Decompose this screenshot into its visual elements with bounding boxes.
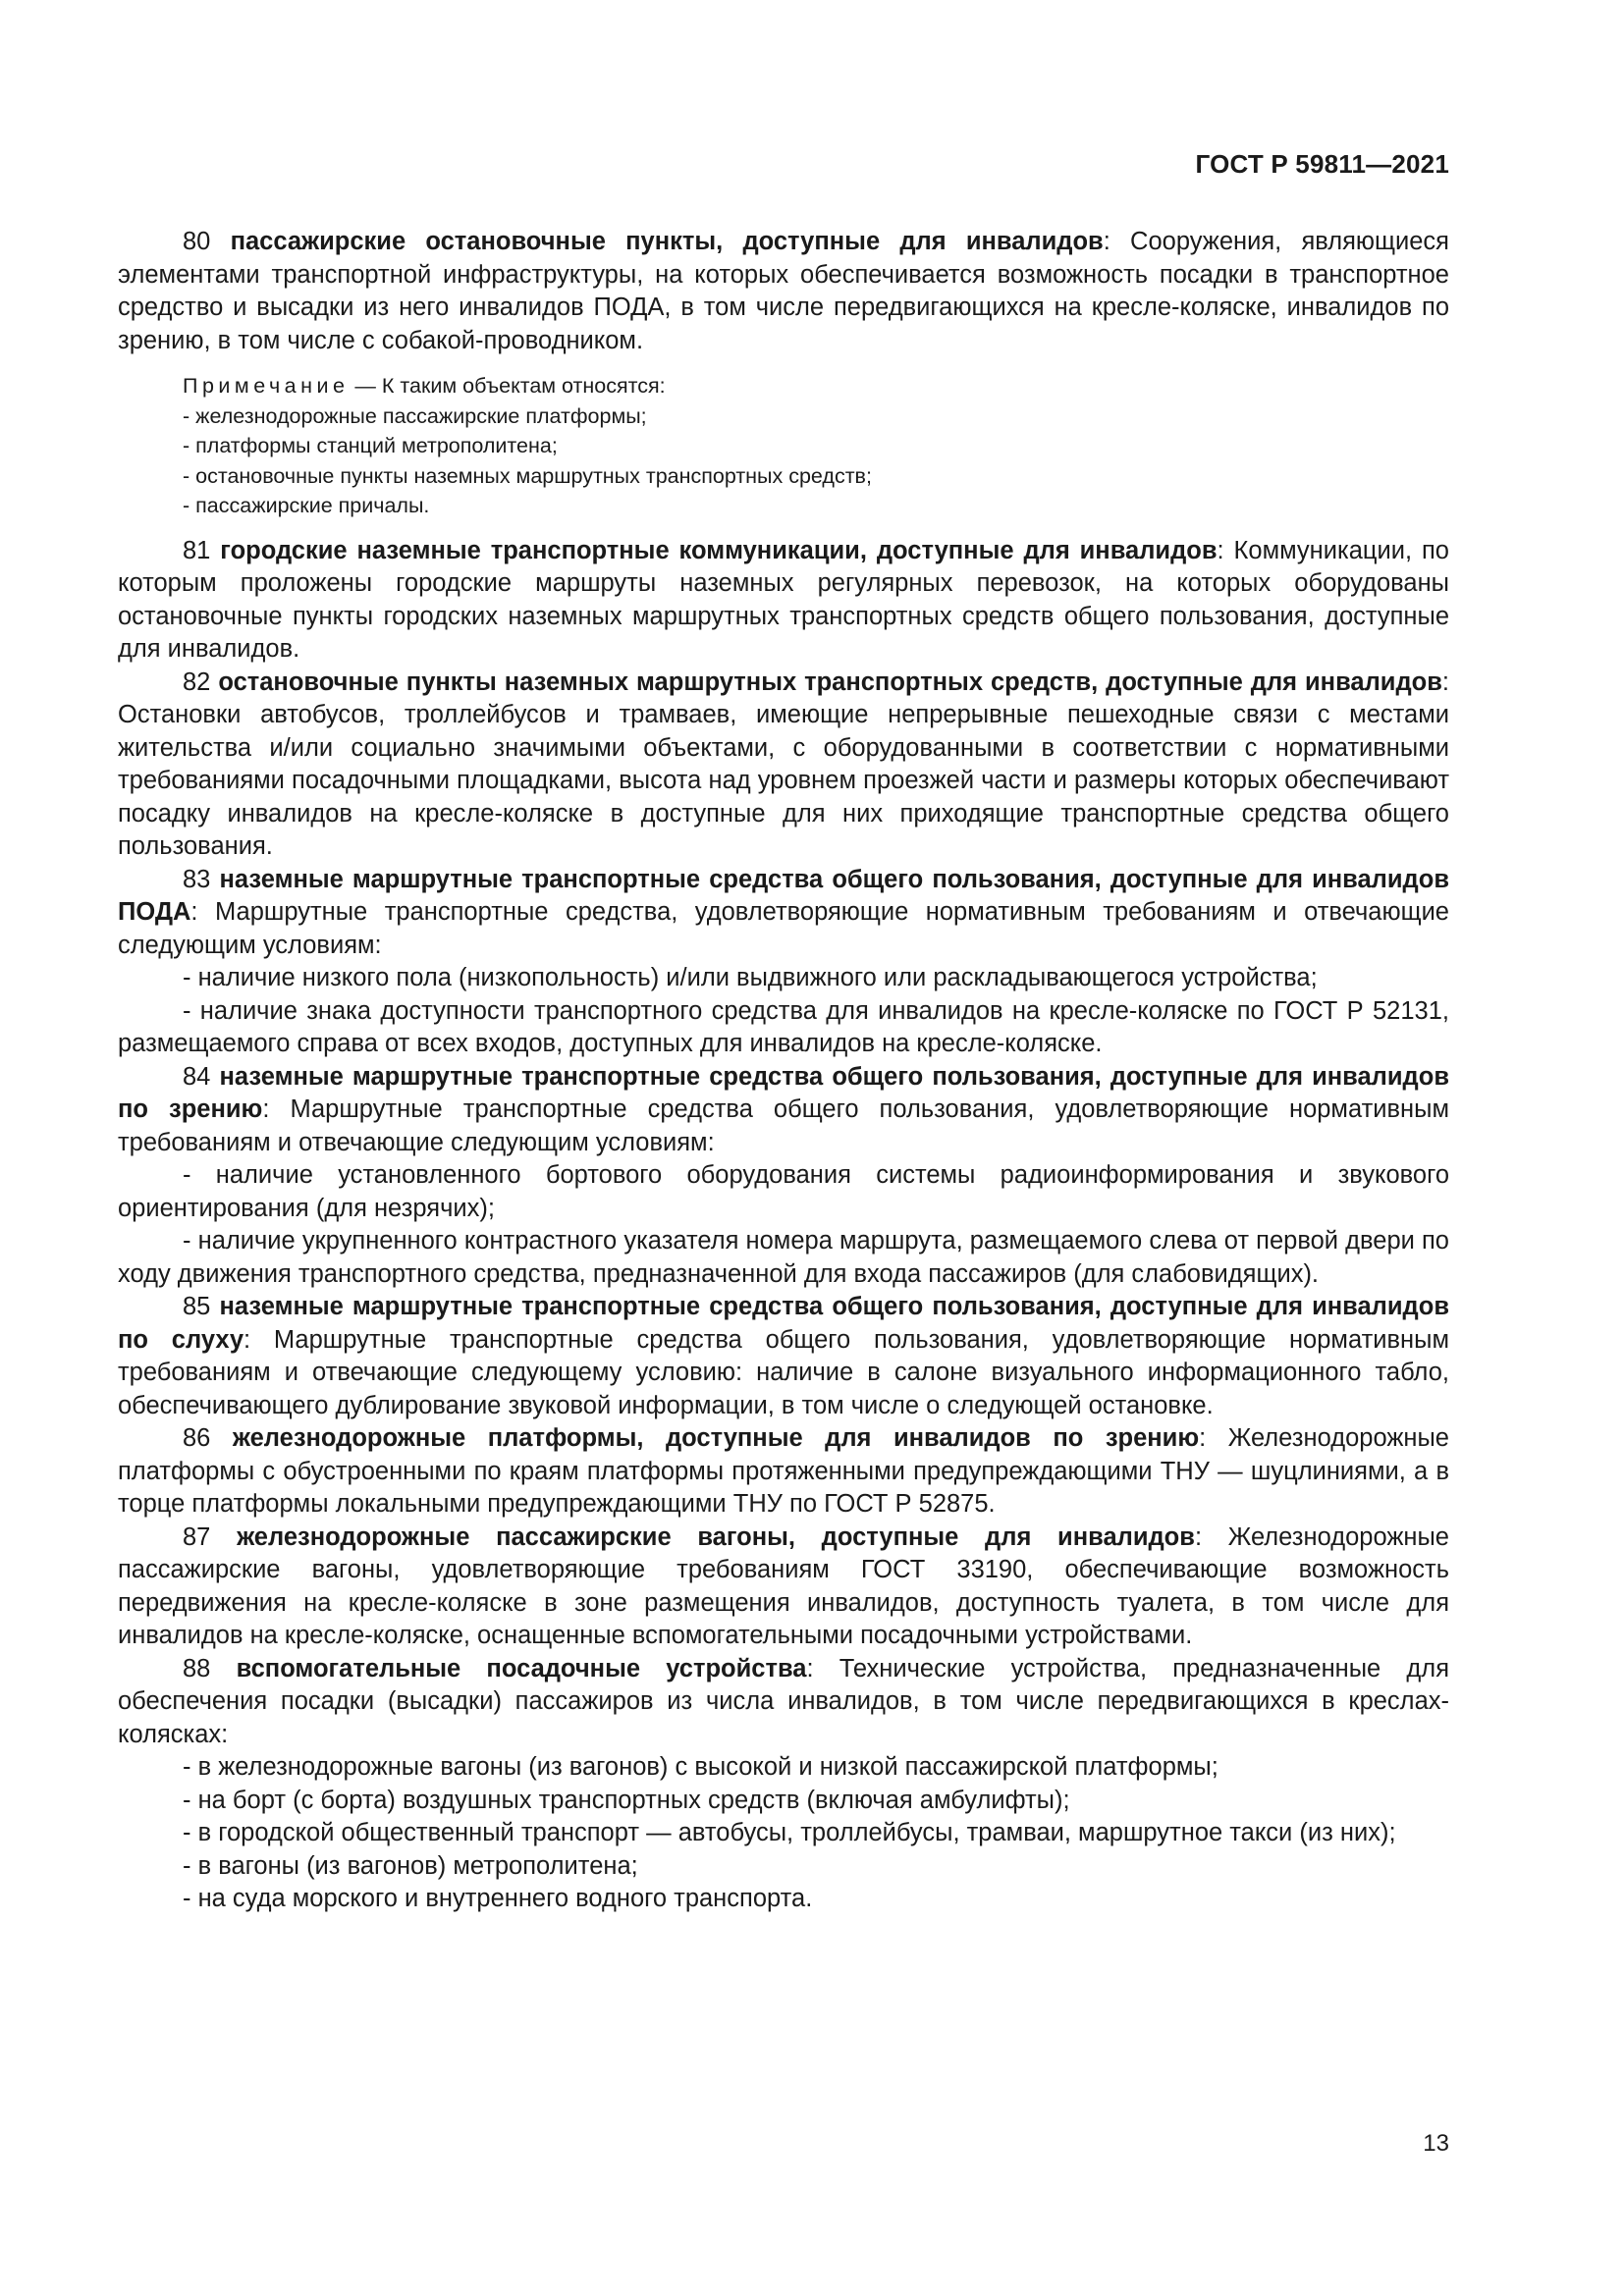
note-item: - пассажирские причалы.	[183, 494, 430, 517]
term-80	[118, 226, 1449, 357]
note-lead: — К таким объектам относятся:	[349, 374, 666, 398]
term-definition: : Коммуникации, по которым проложены городские маршруты наземных регулярных перевозок, на которых оборудованы остановочные пункты городских наземных маршрутных транспортных средств общего пользования, доступные для инвалидов.	[118, 536, 1449, 663]
list-item: - наличие знака доступности транспортного средства для инвалидов на кресле-коляске по ГОСТ Р 52131, размещаемого справа от всех входов, доступных для инвалидов на кресле-коляске.	[118, 996, 1449, 1057]
list-item: - в вагоны (из вагонов) метрополитена;	[183, 1851, 638, 1880]
term-number: 86	[183, 1424, 233, 1452]
term-88	[118, 1653, 1449, 1752]
term-title: наземные маршрутные транспортные средства общего пользования, доступные для инвалидов ПОДА	[118, 865, 1449, 926]
term-number: 80	[183, 228, 231, 255]
note-item: - железнодорожные пассажирские платформы;	[183, 403, 647, 428]
term-title: наземные маршрутные транспортные средства общего пользования, доступные для инвалидов по зрению	[118, 1062, 1449, 1123]
note-block	[183, 371, 1449, 521]
term-definition: : Маршрутные транспортные средства, удовлетворяющие нормативным требованиям и отвечающие следующим условиям:	[118, 898, 1449, 959]
list-item: - в железнодорожные вагоны (из вагонов) с высокой и низкой пассажирской платформы;	[183, 1753, 1218, 1781]
term-82	[118, 667, 1449, 864]
term-number: 85	[183, 1293, 220, 1320]
spacer	[118, 357, 1449, 371]
term-title: железнодорожные пассажирские вагоны, доступные для инвалидов	[237, 1522, 1195, 1551]
note-item: - платформы станций метрополитена;	[183, 434, 558, 457]
term-title: городские наземные транспортные коммуникации, доступные для инвалидов	[220, 536, 1218, 564]
page-number: 13	[1423, 2130, 1449, 2157]
term-definition: : Железнодорожные пассажирские вагоны, удовлетворяющие требованиям ГОСТ 33190, обеспечивающие возможность передвижения на кресле-коляске в зоне размещения инвалидов, доступность туалета, в том числе для инвалидов на кресле-коляске, оснащенные вспомогательными посадочными устройствами.	[118, 1522, 1449, 1649]
list-item: - на суда морского и внутреннего водного транспорта.	[183, 1885, 813, 1912]
list-item: - наличие укрупненного контрастного указателя номера маршрута, размещаемого слева от первой двери по ходу движения транспортного средства, предназначенной для входа пассажиров (для слабовидящих).	[118, 1227, 1449, 1288]
term-87	[118, 1522, 1449, 1653]
term-number: 83	[183, 865, 220, 893]
term-definition: : Технические устройства, предназначенные для обеспечения посадки (высадки) пассажиров из числа инвалидов, в том числе передвигающихся в креслах-колясках:	[118, 1654, 1449, 1748]
term-definition: : Железнодорожные платформы с обустроенными по краям платформы протяженными предупреждающими ТНУ — шуцлиниями, а в торце платформы локальными предупреждающими ТНУ по ГОСТ Р 52875.	[118, 1424, 1449, 1518]
term-title: вспомогательные посадочные устройства	[236, 1654, 807, 1682]
term-number: 81	[183, 536, 221, 564]
term-title: остановочные пункты наземных маршрутных транспортных средств, доступные для инвалидов	[218, 667, 1442, 696]
term-title: железнодорожные платформы, доступные для инвалидов по зрению	[232, 1424, 1200, 1452]
term-definition: : Маршрутные транспортные средства общего пользования, удовлетворяющие нормативным требованиям и отвечающие следующему условию: наличие в салоне визуального информационного табло, обеспечивающего дублирование звуковой информации, в том числе о следующей остановке.	[118, 1325, 1449, 1419]
term-83	[118, 864, 1449, 963]
list-item: - в городской общественный транспорт — автобусы, троллейбусы, трамваи, маршрутное такси (из них);	[183, 1819, 1396, 1846]
list-item: - наличие низкого пола (низкопольность) и/или выдвижного или раскладывающегося устройства;	[183, 964, 1318, 991]
term-title: пассажирские остановочные пункты, доступные для инвалидов	[230, 228, 1104, 255]
term-86	[118, 1422, 1449, 1522]
term-84	[118, 1061, 1449, 1160]
term-definition: : Сооружения, являющиеся элементами транспортной инфраструктуры, на которых обеспечивается возможность посадки в транспортное средство и высадки из него инвалидов ПОДА, в том числе передвигающихся на кресле-коляске, инвалидов по зрению, в том числе с собакой-проводником.	[118, 228, 1449, 354]
term-number: 84	[183, 1062, 220, 1091]
note-lead-line	[183, 371, 1449, 401]
term-definition: : Маршрутные транспортные средства общего пользования, удовлетворяющие нормативным требованиям и отвечающие следующим условиям:	[118, 1095, 1449, 1156]
term-85	[118, 1291, 1449, 1422]
term-number: 88	[183, 1654, 237, 1682]
term-definition: : Остановки автобусов, троллейбусов и трамваев, имеющие непрерывные пешеходные связи с местами жительства и/или социально значимыми объектами, с оборудованными в соответствии с нормативными требованиями посадочными площадками, высота над уровнем проезжей части и размеры которых обеспечивают посадку инвалидов на кресле-коляске в доступные для них приходящие транспортные средства общего пользования.	[118, 667, 1449, 860]
list-item: - наличие установленного бортового оборудования системы радиоинформирования и звукового ориентирования (для незрячих);	[118, 1161, 1449, 1222]
document-page	[118, 0, 1449, 2296]
document-body	[118, 226, 1449, 1916]
term-81	[118, 535, 1449, 667]
note-item: - остановочные пункты наземных маршрутных транспортных средств;	[183, 463, 872, 488]
term-title: наземные маршрутные транспортные средства общего пользования, доступные для инвалидов по слуху	[118, 1293, 1449, 1354]
term-number: 82	[183, 667, 219, 696]
note-label: Примечание	[183, 374, 350, 398]
list-item: - на борт (с борта) воздушных транспортных средств (включая амбулифты);	[183, 1786, 1070, 1814]
standard-code-header: ГОСТ Р 59811—2021	[1195, 149, 1449, 179]
spacer	[118, 521, 1449, 535]
term-number: 87	[183, 1522, 238, 1551]
